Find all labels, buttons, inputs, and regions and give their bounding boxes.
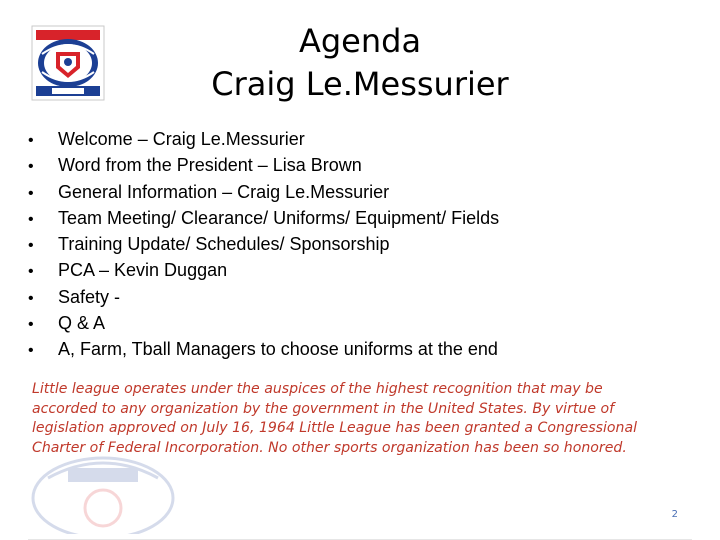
agenda-item bbox=[28, 152, 688, 178]
congressional-charter-note: Little league operates under the auspices of the highest recognition that may be accorded to any organization by the government in the United States. By virtue of legislation approved on July 16, 1964 Little League has been granted a Congressional Charter of Federal Incorporation. No other sports organization has been so honored. bbox=[32, 381, 638, 456]
agenda-item-text: Q & A bbox=[58, 313, 106, 334]
agenda-item-text: General Information – Craig Le.Messurier bbox=[58, 181, 390, 202]
agenda-item-text: Training Update/ Schedules/ Sponsorship bbox=[58, 234, 390, 255]
agenda-item-text: Welcome – Craig Le.Messurier bbox=[58, 129, 305, 149]
agenda-item-text: Safety - bbox=[58, 286, 121, 307]
agenda-item-text: A, Farm, Tball Managers to choose uniforms at the end bbox=[58, 339, 498, 360]
bullet-icon: • bbox=[28, 132, 34, 149]
agenda-item bbox=[28, 179, 688, 205]
little-league-logo bbox=[30, 24, 106, 104]
agenda-item bbox=[28, 310, 688, 336]
title-line-presenter: Craig Le.Messurier bbox=[211, 65, 509, 103]
bullet-icon: • bbox=[28, 210, 34, 228]
bullet-icon: • bbox=[28, 158, 34, 176]
slide-title bbox=[150, 20, 570, 106]
agenda-item-text: PCA – Kevin Duggan bbox=[58, 260, 228, 281]
agenda-item bbox=[28, 284, 688, 310]
bullet-icon: • bbox=[28, 184, 34, 202]
bullet-icon: • bbox=[28, 342, 34, 360]
agenda-item bbox=[28, 126, 688, 152]
bullet-icon: • bbox=[28, 263, 34, 281]
agenda-item bbox=[28, 257, 688, 283]
bullet-icon: • bbox=[28, 237, 34, 255]
page-number: 2 bbox=[671, 509, 678, 520]
agenda-list bbox=[28, 126, 688, 363]
bullet-icon: • bbox=[28, 316, 34, 334]
agenda-item bbox=[28, 205, 688, 231]
bullet-icon: • bbox=[28, 289, 34, 307]
agenda-item bbox=[28, 231, 688, 257]
agenda-item bbox=[28, 336, 688, 362]
agenda-item-text: Team Meeting/ Clearance/ Uniforms/ Equipment/ Fields bbox=[58, 207, 500, 228]
title-line-agenda: Agenda bbox=[298, 22, 422, 60]
agenda-item-text: Word from the President – Lisa Brown bbox=[58, 155, 362, 176]
